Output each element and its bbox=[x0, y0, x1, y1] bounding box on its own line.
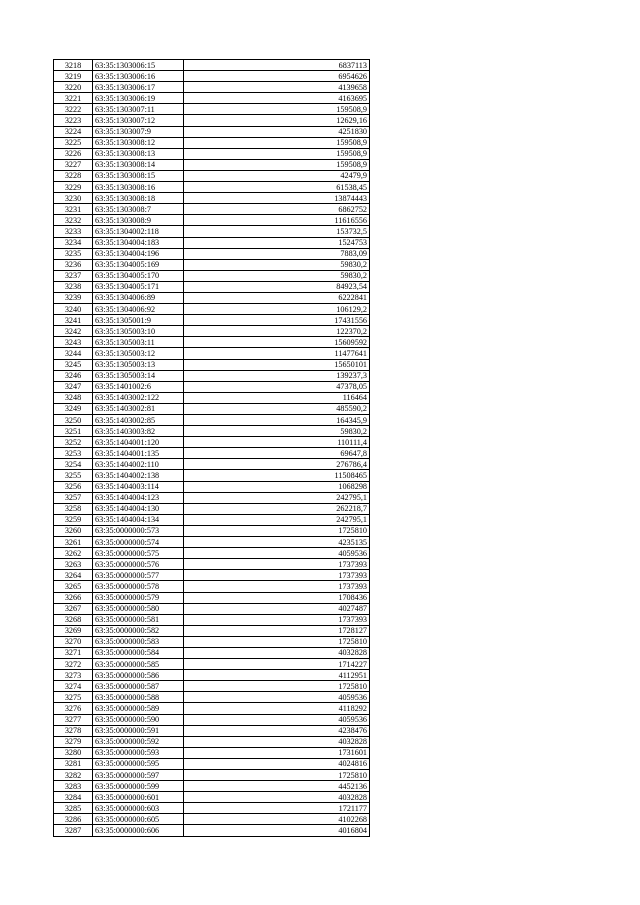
cadastral-number-cell: 63:35:0000000:585 bbox=[93, 659, 184, 670]
row-number-cell: 3263 bbox=[54, 559, 93, 570]
row-number-cell: 3235 bbox=[54, 248, 93, 259]
value-cell: 6954626 bbox=[184, 71, 370, 82]
value-cell: 4102268 bbox=[184, 814, 370, 825]
cadastral-number-cell: 63:35:1303008:7 bbox=[93, 204, 184, 215]
value-cell: 485590,2 bbox=[184, 403, 370, 414]
table-row bbox=[54, 492, 370, 503]
cadastral-number-cell: 63:35:1404001:120 bbox=[93, 437, 184, 448]
value-cell: 1725810 bbox=[184, 770, 370, 781]
table-row bbox=[54, 326, 370, 337]
cadastral-number-cell: 63:35:0000000:578 bbox=[93, 581, 184, 592]
cadastral-number-cell: 63:35:1401002:6 bbox=[93, 381, 184, 392]
cadastral-number-cell: 63:35:1305003:11 bbox=[93, 337, 184, 348]
table-row bbox=[54, 681, 370, 692]
row-number-cell: 3283 bbox=[54, 781, 93, 792]
table-row bbox=[54, 537, 370, 548]
row-number-cell: 3254 bbox=[54, 459, 93, 470]
table-row bbox=[54, 659, 370, 670]
cadastral-number-cell: 63:35:1303008:14 bbox=[93, 159, 184, 170]
table-row bbox=[54, 392, 370, 403]
table-row bbox=[54, 692, 370, 703]
cadastral-number-cell: 63:35:0000000:575 bbox=[93, 548, 184, 559]
value-cell: 1737393 bbox=[184, 559, 370, 570]
table-row bbox=[54, 115, 370, 126]
row-number-cell: 3285 bbox=[54, 803, 93, 814]
value-cell: 153732,5 bbox=[184, 226, 370, 237]
cadastral-number-cell: 63:35:0000000:580 bbox=[93, 603, 184, 614]
row-number-cell: 3253 bbox=[54, 448, 93, 459]
row-number-cell: 3262 bbox=[54, 548, 93, 559]
table-row bbox=[54, 736, 370, 747]
cadastral-number-cell: 63:35:0000000:586 bbox=[93, 670, 184, 681]
row-number-cell: 3267 bbox=[54, 603, 93, 614]
value-cell: 59830,2 bbox=[184, 259, 370, 270]
cadastral-number-cell: 63:35:0000000:590 bbox=[93, 714, 184, 725]
row-number-cell: 3231 bbox=[54, 204, 93, 215]
cadastral-number-cell: 63:35:0000000:589 bbox=[93, 703, 184, 714]
row-number-cell: 3233 bbox=[54, 226, 93, 237]
table-row bbox=[54, 126, 370, 137]
value-cell: 4059536 bbox=[184, 714, 370, 725]
row-number-cell: 3278 bbox=[54, 725, 93, 736]
value-cell: 159508,9 bbox=[184, 159, 370, 170]
table-body bbox=[54, 60, 370, 837]
cadastral-number-cell: 63:35:1404001:135 bbox=[93, 448, 184, 459]
table-row bbox=[54, 514, 370, 525]
table-row bbox=[54, 592, 370, 603]
value-cell: 1731601 bbox=[184, 747, 370, 758]
row-number-cell: 3265 bbox=[54, 581, 93, 592]
row-number-cell: 3252 bbox=[54, 437, 93, 448]
row-number-cell: 3282 bbox=[54, 770, 93, 781]
cadastral-number-cell: 63:35:1404004:134 bbox=[93, 514, 184, 525]
row-number-cell: 3266 bbox=[54, 592, 93, 603]
cadastral-number-cell: 63:35:1305003:10 bbox=[93, 326, 184, 337]
value-cell: 159508,9 bbox=[184, 104, 370, 115]
cadastral-number-cell: 63:35:1305003:13 bbox=[93, 359, 184, 370]
value-cell: 1714227 bbox=[184, 659, 370, 670]
table-row bbox=[54, 803, 370, 814]
table-row bbox=[54, 381, 370, 392]
value-cell: 4032828 bbox=[184, 647, 370, 658]
row-number-cell: 3273 bbox=[54, 670, 93, 681]
cadastral-number-cell: 63:35:1303007:12 bbox=[93, 115, 184, 126]
cadastral-number-cell: 63:35:0000000:605 bbox=[93, 814, 184, 825]
cadastral-number-cell: 63:35:0000000:577 bbox=[93, 570, 184, 581]
cadastral-number-cell: 63:35:1303006:17 bbox=[93, 82, 184, 93]
table-row bbox=[54, 315, 370, 326]
table-row bbox=[54, 636, 370, 647]
cadastral-number-cell: 63:35:0000000:603 bbox=[93, 803, 184, 814]
value-cell: 47378,05 bbox=[184, 381, 370, 392]
table-row bbox=[54, 370, 370, 381]
cadastral-number-cell: 63:35:0000000:574 bbox=[93, 537, 184, 548]
cadastral-number-cell: 63:35:1403002:122 bbox=[93, 392, 184, 403]
cadastral-number-cell: 63:35:1303007:9 bbox=[93, 126, 184, 137]
table-row bbox=[54, 459, 370, 470]
value-cell: 4112951 bbox=[184, 670, 370, 681]
row-number-cell: 3269 bbox=[54, 625, 93, 636]
table-row bbox=[54, 204, 370, 215]
table-row bbox=[54, 182, 370, 193]
row-number-cell: 3251 bbox=[54, 426, 93, 437]
row-number-cell: 3234 bbox=[54, 237, 93, 248]
cadastral-number-cell: 63:35:0000000:592 bbox=[93, 736, 184, 747]
cadastral-number-cell: 63:35:1304006:89 bbox=[93, 292, 184, 303]
row-number-cell: 3264 bbox=[54, 570, 93, 581]
table-row bbox=[54, 359, 370, 370]
table-row bbox=[54, 304, 370, 315]
table-row bbox=[54, 193, 370, 204]
value-cell: 1737393 bbox=[184, 614, 370, 625]
cadastral-number-cell: 63:35:1303008:18 bbox=[93, 193, 184, 204]
row-number-cell: 3243 bbox=[54, 337, 93, 348]
value-cell: 17431556 bbox=[184, 315, 370, 326]
table-row bbox=[54, 481, 370, 492]
value-cell: 1728127 bbox=[184, 625, 370, 636]
value-cell: 110111,4 bbox=[184, 437, 370, 448]
value-cell: 13874443 bbox=[184, 193, 370, 204]
value-cell: 59830,2 bbox=[184, 270, 370, 281]
cadastral-number-cell: 63:35:1303006:19 bbox=[93, 93, 184, 104]
cadastral-number-cell: 63:35:1304005:170 bbox=[93, 270, 184, 281]
row-number-cell: 3224 bbox=[54, 126, 93, 137]
row-number-cell: 3221 bbox=[54, 93, 93, 104]
value-cell: 1524753 bbox=[184, 237, 370, 248]
table-row bbox=[54, 703, 370, 714]
cadastral-number-cell: 63:35:0000000:576 bbox=[93, 559, 184, 570]
value-cell: 15609592 bbox=[184, 337, 370, 348]
row-number-cell: 3237 bbox=[54, 270, 93, 281]
row-number-cell: 3286 bbox=[54, 814, 93, 825]
table-row bbox=[54, 670, 370, 681]
row-number-cell: 3259 bbox=[54, 514, 93, 525]
value-cell: 242795,1 bbox=[184, 492, 370, 503]
value-cell: 15650101 bbox=[184, 359, 370, 370]
cadastral-number-cell: 63:35:0000000:573 bbox=[93, 525, 184, 536]
value-cell: 4059536 bbox=[184, 548, 370, 559]
row-number-cell: 3261 bbox=[54, 537, 93, 548]
cadastral-number-cell: 63:35:1303008:15 bbox=[93, 170, 184, 181]
table-row bbox=[54, 248, 370, 259]
cadastral-number-cell: 63:35:1403002:85 bbox=[93, 415, 184, 426]
cadastral-number-cell: 63:35:1304002:118 bbox=[93, 226, 184, 237]
table-row bbox=[54, 758, 370, 769]
table-row bbox=[54, 82, 370, 93]
cadastral-number-cell: 63:35:1304004:196 bbox=[93, 248, 184, 259]
table-row bbox=[54, 437, 370, 448]
value-cell: 4032828 bbox=[184, 792, 370, 803]
value-cell: 69647,8 bbox=[184, 448, 370, 459]
cadastral-number-cell: 63:35:1403002:81 bbox=[93, 403, 184, 414]
row-number-cell: 3257 bbox=[54, 492, 93, 503]
value-cell: 159508,9 bbox=[184, 148, 370, 159]
table-row bbox=[54, 104, 370, 115]
table-row bbox=[54, 625, 370, 636]
cadastral-number-cell: 63:35:0000000:588 bbox=[93, 692, 184, 703]
row-number-cell: 3219 bbox=[54, 71, 93, 82]
table-row bbox=[54, 426, 370, 437]
value-cell: 11477641 bbox=[184, 348, 370, 359]
table-row bbox=[54, 581, 370, 592]
value-cell: 11616556 bbox=[184, 215, 370, 226]
table-row bbox=[54, 226, 370, 237]
value-cell: 59830,2 bbox=[184, 426, 370, 437]
cadastral-number-cell: 63:35:1404003:114 bbox=[93, 481, 184, 492]
cadastral-number-cell: 63:35:0000000:584 bbox=[93, 647, 184, 658]
value-cell: 262218,7 bbox=[184, 503, 370, 514]
cadastral-number-cell: 63:35:0000000:583 bbox=[93, 636, 184, 647]
table-row bbox=[54, 814, 370, 825]
row-number-cell: 3241 bbox=[54, 315, 93, 326]
row-number-cell: 3244 bbox=[54, 348, 93, 359]
cadastral-number-cell: 63:35:0000000:597 bbox=[93, 770, 184, 781]
table-row bbox=[54, 725, 370, 736]
cadastral-number-cell: 63:35:0000000:599 bbox=[93, 781, 184, 792]
row-number-cell: 3277 bbox=[54, 714, 93, 725]
row-number-cell: 3240 bbox=[54, 304, 93, 315]
value-cell: 4059536 bbox=[184, 692, 370, 703]
table-row bbox=[54, 548, 370, 559]
value-cell: 4016804 bbox=[184, 825, 370, 836]
value-cell: 1725810 bbox=[184, 636, 370, 647]
value-cell: 42479,9 bbox=[184, 170, 370, 181]
value-cell: 276786,4 bbox=[184, 459, 370, 470]
cadastral-number-cell: 63:35:1303006:15 bbox=[93, 60, 184, 71]
cadastral-number-cell: 63:35:1304004:183 bbox=[93, 237, 184, 248]
row-number-cell: 3280 bbox=[54, 747, 93, 758]
cadastral-number-cell: 63:35:1303008:12 bbox=[93, 137, 184, 148]
table-row bbox=[54, 525, 370, 536]
row-number-cell: 3242 bbox=[54, 326, 93, 337]
value-cell: 1737393 bbox=[184, 570, 370, 581]
cadastral-number-cell: 63:35:1403003:82 bbox=[93, 426, 184, 437]
value-cell: 4027487 bbox=[184, 603, 370, 614]
table-row bbox=[54, 215, 370, 226]
data-table bbox=[53, 59, 370, 837]
row-number-cell: 3287 bbox=[54, 825, 93, 836]
table-row bbox=[54, 170, 370, 181]
value-cell: 4024816 bbox=[184, 758, 370, 769]
row-number-cell: 3247 bbox=[54, 381, 93, 392]
row-number-cell: 3268 bbox=[54, 614, 93, 625]
cadastral-number-cell: 63:35:1303008:16 bbox=[93, 182, 184, 193]
row-number-cell: 3238 bbox=[54, 281, 93, 292]
table-row bbox=[54, 714, 370, 725]
row-number-cell: 3258 bbox=[54, 503, 93, 514]
row-number-cell: 3271 bbox=[54, 647, 93, 658]
row-number-cell: 3279 bbox=[54, 736, 93, 747]
value-cell: 139237,3 bbox=[184, 370, 370, 381]
cadastral-number-cell: 63:35:1404002:138 bbox=[93, 470, 184, 481]
table-row bbox=[54, 614, 370, 625]
row-number-cell: 3245 bbox=[54, 359, 93, 370]
row-number-cell: 3270 bbox=[54, 636, 93, 647]
cadastral-number-cell: 63:35:0000000:581 bbox=[93, 614, 184, 625]
row-number-cell: 3232 bbox=[54, 215, 93, 226]
value-cell: 7883,09 bbox=[184, 248, 370, 259]
row-number-cell: 3228 bbox=[54, 170, 93, 181]
row-number-cell: 3236 bbox=[54, 259, 93, 270]
cadastral-number-cell: 63:35:0000000:587 bbox=[93, 681, 184, 692]
cadastral-number-cell: 63:35:1304005:171 bbox=[93, 281, 184, 292]
cadastral-number-cell: 63:35:0000000:582 bbox=[93, 625, 184, 636]
value-cell: 1721177 bbox=[184, 803, 370, 814]
table-row bbox=[54, 71, 370, 82]
cadastral-number-cell: 63:35:1303008:9 bbox=[93, 215, 184, 226]
cadastral-number-cell: 63:35:1303008:13 bbox=[93, 148, 184, 159]
table-row bbox=[54, 270, 370, 281]
row-number-cell: 3249 bbox=[54, 403, 93, 414]
value-cell: 84923,54 bbox=[184, 281, 370, 292]
row-number-cell: 3227 bbox=[54, 159, 93, 170]
table-row bbox=[54, 825, 370, 836]
value-cell: 6862752 bbox=[184, 204, 370, 215]
row-number-cell: 3230 bbox=[54, 193, 93, 204]
cadastral-number-cell: 63:35:1404004:130 bbox=[93, 503, 184, 514]
value-cell: 242795,1 bbox=[184, 514, 370, 525]
cadastral-number-cell: 63:35:0000000:579 bbox=[93, 592, 184, 603]
table-row bbox=[54, 647, 370, 658]
table-row bbox=[54, 559, 370, 570]
value-cell: 106129,2 bbox=[184, 304, 370, 315]
value-cell: 1725810 bbox=[184, 681, 370, 692]
table-row bbox=[54, 503, 370, 514]
table-row bbox=[54, 403, 370, 414]
table-row bbox=[54, 337, 370, 348]
row-number-cell: 3284 bbox=[54, 792, 93, 803]
value-cell: 4139658 bbox=[184, 82, 370, 93]
cadastral-number-cell: 63:35:1304005:169 bbox=[93, 259, 184, 270]
value-cell: 12629,16 bbox=[184, 115, 370, 126]
row-number-cell: 3220 bbox=[54, 82, 93, 93]
table-row bbox=[54, 292, 370, 303]
table-row bbox=[54, 137, 370, 148]
cadastral-number-cell: 63:35:1304006:92 bbox=[93, 304, 184, 315]
value-cell: 1708436 bbox=[184, 592, 370, 603]
cadastral-number-cell: 63:35:1404002:110 bbox=[93, 459, 184, 470]
table-row bbox=[54, 570, 370, 581]
value-cell: 4452136 bbox=[184, 781, 370, 792]
table-row bbox=[54, 603, 370, 614]
value-cell: 4238476 bbox=[184, 725, 370, 736]
table-row bbox=[54, 770, 370, 781]
row-number-cell: 3274 bbox=[54, 681, 93, 692]
value-cell: 4032828 bbox=[184, 736, 370, 747]
cadastral-number-cell: 63:35:1305001:9 bbox=[93, 315, 184, 326]
row-number-cell: 3255 bbox=[54, 470, 93, 481]
value-cell: 1725810 bbox=[184, 525, 370, 536]
row-number-cell: 3275 bbox=[54, 692, 93, 703]
value-cell: 4118292 bbox=[184, 703, 370, 714]
value-cell: 1068298 bbox=[184, 481, 370, 492]
table-row bbox=[54, 281, 370, 292]
table-row bbox=[54, 792, 370, 803]
row-number-cell: 3272 bbox=[54, 659, 93, 670]
table-row bbox=[54, 93, 370, 104]
table-row bbox=[54, 448, 370, 459]
value-cell: 6837113 bbox=[184, 60, 370, 71]
cadastral-number-cell: 63:35:1303006:16 bbox=[93, 71, 184, 82]
row-number-cell: 3229 bbox=[54, 182, 93, 193]
cadastral-number-cell: 63:35:1404004:123 bbox=[93, 492, 184, 503]
cadastral-number-cell: 63:35:0000000:606 bbox=[93, 825, 184, 836]
row-number-cell: 3222 bbox=[54, 104, 93, 115]
table-row bbox=[54, 781, 370, 792]
row-number-cell: 3248 bbox=[54, 392, 93, 403]
table-row bbox=[54, 747, 370, 758]
table-row bbox=[54, 60, 370, 71]
row-number-cell: 3260 bbox=[54, 525, 93, 536]
cadastral-number-cell: 63:35:0000000:593 bbox=[93, 747, 184, 758]
value-cell: 61538,45 bbox=[184, 182, 370, 193]
row-number-cell: 3256 bbox=[54, 481, 93, 492]
cadastral-number-cell: 63:35:1305003:12 bbox=[93, 348, 184, 359]
table-row bbox=[54, 348, 370, 359]
row-number-cell: 3225 bbox=[54, 137, 93, 148]
cadastral-number-cell: 63:35:0000000:601 bbox=[93, 792, 184, 803]
row-number-cell: 3226 bbox=[54, 148, 93, 159]
table-row bbox=[54, 415, 370, 426]
row-number-cell: 3239 bbox=[54, 292, 93, 303]
row-number-cell: 3218 bbox=[54, 60, 93, 71]
value-cell: 159508,9 bbox=[184, 137, 370, 148]
cadastral-number-cell: 63:35:1303007:11 bbox=[93, 104, 184, 115]
cadastral-number-cell: 63:35:0000000:591 bbox=[93, 725, 184, 736]
value-cell: 4163695 bbox=[184, 93, 370, 104]
value-cell: 116464 bbox=[184, 392, 370, 403]
cadastral-number-cell: 63:35:1305003:14 bbox=[93, 370, 184, 381]
table-row bbox=[54, 148, 370, 159]
row-number-cell: 3246 bbox=[54, 370, 93, 381]
row-number-cell: 3281 bbox=[54, 758, 93, 769]
table-row bbox=[54, 237, 370, 248]
row-number-cell: 3276 bbox=[54, 703, 93, 714]
value-cell: 11508465 bbox=[184, 470, 370, 481]
value-cell: 164345,9 bbox=[184, 415, 370, 426]
value-cell: 122370,2 bbox=[184, 326, 370, 337]
row-number-cell: 3250 bbox=[54, 415, 93, 426]
value-cell: 1737393 bbox=[184, 581, 370, 592]
value-cell: 4235135 bbox=[184, 537, 370, 548]
table-row bbox=[54, 159, 370, 170]
table-row bbox=[54, 259, 370, 270]
row-number-cell: 3223 bbox=[54, 115, 93, 126]
value-cell: 6222841 bbox=[184, 292, 370, 303]
cadastral-number-cell: 63:35:0000000:595 bbox=[93, 758, 184, 769]
value-cell: 4251830 bbox=[184, 126, 370, 137]
table-row bbox=[54, 470, 370, 481]
